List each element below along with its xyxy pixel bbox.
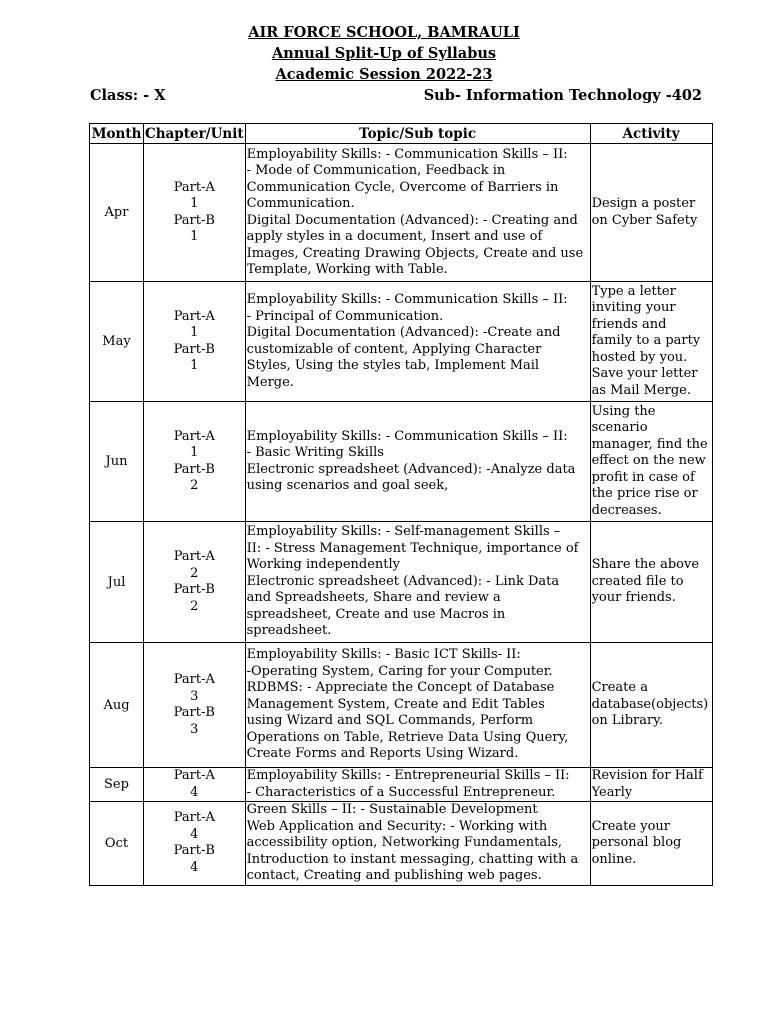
- chapter-line: 1: [190, 196, 199, 211]
- activity-line: Share the above: [591, 557, 700, 573]
- chapter-line: 4: [190, 784, 199, 800]
- chapter-line: 4: [190, 826, 199, 842]
- chapter-line: 1: [190, 229, 199, 244]
- topic-line: apply styles in a document, Insert and use of: [246, 229, 543, 244]
- column-header-month: Month: [90, 124, 144, 144]
- topic-line: Employability Skills: - Basic ICT Skills- II:: [246, 647, 521, 663]
- topic-line: - Characteristics of a Successful Entrepreneur.: [246, 784, 556, 800]
- topic-line: spreadsheet, Create and use Macros in: [246, 606, 506, 622]
- month-cell: Jun: [90, 402, 144, 522]
- topic-line: accessibility option, Networking Fundamentals,: [246, 835, 563, 850]
- chapter-line: Part-A: [173, 549, 215, 564]
- activity-cell: [590, 768, 712, 802]
- topic-line: Employability Skills: - Communication Skills – II:: [246, 146, 568, 162]
- chapter-line: Part-A: [173, 768, 215, 783]
- topic-line: Digital Documentation (Advanced): - Creating and: [246, 212, 578, 228]
- activity-line: on Library.: [591, 713, 663, 729]
- subject-label: Sub- Information Technology -402: [423, 87, 702, 104]
- topic-line: RDBMS: - Appreciate the Concept of Database: [246, 680, 555, 696]
- topic-line: using Wizard and SQL Commands, Perform: [246, 713, 534, 729]
- month-cell: Jul: [90, 522, 144, 643]
- topic-cell: [245, 144, 590, 282]
- document-header: [0, 22, 768, 107]
- table-row: [90, 768, 713, 802]
- topic-line: Operations on Table, Retrieve Data Using Query,: [246, 729, 569, 745]
- activity-cell: [590, 802, 712, 886]
- table-row: [90, 643, 713, 768]
- activity-line: scenario: [591, 420, 648, 436]
- activity-cell: [590, 643, 712, 768]
- topic-line: Introduction to instant messaging, chatting with a: [246, 851, 579, 867]
- topic-line: Template, Working with Table.: [246, 262, 448, 277]
- column-header-topic: Topic/Sub topic: [245, 124, 590, 144]
- chapter-cell: [144, 144, 246, 282]
- activity-line: Type a letter: [591, 283, 676, 299]
- activity-line: effect on the new: [591, 453, 706, 469]
- topic-line: Management System, Create and Edit Tables: [246, 696, 545, 712]
- chapter-line: 2: [190, 565, 199, 581]
- chapter-line: Part-A: [173, 810, 215, 826]
- topic-line: -Operating System, Caring for your Computer.: [246, 663, 553, 679]
- syllabus-table: [89, 123, 713, 886]
- activity-line: family to a party: [591, 333, 701, 349]
- topic-line: Employability Skills: - Self-management Skills –: [246, 524, 561, 540]
- document-title: Annual Split-Up of Syllabus: [271, 45, 497, 62]
- topic-line: Web Application and Security: - Working with: [246, 818, 548, 834]
- topic-line: contact, Creating and publishing web pages.: [246, 868, 542, 883]
- table-row: [90, 144, 713, 282]
- activity-cell: [590, 144, 712, 282]
- chapter-line: 3: [190, 688, 199, 704]
- activity-line: database(objects): [591, 696, 709, 712]
- chapter-cell: [144, 802, 246, 886]
- topic-line: Communication Cycle, Overcome of Barriers in: [246, 179, 559, 195]
- activity-line: online.: [591, 851, 637, 867]
- topic-line: II: - Stress Management Technique, importance of: [246, 540, 579, 556]
- chapter-line: Part-B: [173, 705, 215, 720]
- topic-line: Create Forms and Reports Using Wizard.: [246, 746, 519, 762]
- chapter-line: Part-A: [173, 179, 215, 195]
- chapter-line: 1: [190, 445, 199, 460]
- chapter-line: Part-B: [173, 843, 215, 859]
- topic-line: Green Skills – II: - Sustainable Development: [246, 802, 538, 817]
- activity-line: as Mail Merge.: [591, 382, 692, 398]
- activity-line: hosted by you.: [591, 349, 688, 365]
- table-row: [90, 282, 713, 402]
- topic-cell: [245, 282, 590, 402]
- topic-line: Merge.: [246, 374, 294, 390]
- table-body: [90, 144, 713, 886]
- month-cell: May: [90, 282, 144, 402]
- chapter-line: 1: [190, 358, 199, 373]
- table-row: [90, 522, 713, 643]
- topic-cell: [245, 522, 590, 643]
- topic-cell: [245, 768, 590, 802]
- topic-line: - Principal of Communication.: [246, 308, 444, 324]
- topic-line: Electronic spreadsheet (Advanced): - Link Data: [246, 573, 560, 589]
- topic-cell: [245, 402, 590, 522]
- topic-line: spreadsheet.: [246, 623, 332, 639]
- month-cell: Sep: [90, 768, 144, 802]
- chapter-line: 1: [190, 325, 199, 340]
- topic-line: - Basic Writing Skills: [246, 445, 384, 460]
- activity-line: Design a poster: [591, 196, 696, 211]
- activity-line: manager, find the: [591, 436, 708, 452]
- topic-line: - Mode of Communication, Feedback in: [246, 163, 506, 178]
- month-cell: Apr: [90, 144, 144, 282]
- activity-line: inviting your: [591, 300, 676, 316]
- activity-line: Create a: [591, 680, 648, 696]
- chapter-line: Part-A: [173, 308, 215, 324]
- activity-line: Revision for Half: [591, 768, 703, 783]
- chapter-cell: [144, 282, 246, 402]
- topic-line: customizable of content, Applying Character: [246, 341, 542, 357]
- chapter-line: 2: [190, 598, 199, 614]
- activity-line: created file to: [591, 573, 684, 589]
- activity-line: personal blog: [591, 835, 682, 850]
- activity-line: the price rise or: [591, 486, 698, 502]
- activity-line: friends and: [591, 316, 667, 332]
- topic-cell: [245, 802, 590, 886]
- class-subject-row: [0, 85, 768, 107]
- topic-line: Electronic spreadsheet (Advanced): -Analyze data: [246, 461, 576, 477]
- topic-line: Digital Documentation (Advanced): -Create and: [246, 325, 561, 340]
- chapter-line: 3: [190, 721, 199, 737]
- month-cell: Aug: [90, 643, 144, 768]
- month-cell: Oct: [90, 802, 144, 886]
- activity-cell: [590, 522, 712, 643]
- activity-line: decreases.: [591, 502, 662, 518]
- chapter-line: 4: [190, 859, 199, 875]
- chapter-line: Part-B: [173, 341, 215, 357]
- table-header-row: [90, 124, 713, 144]
- chapter-line: Part-B: [173, 212, 215, 228]
- chapter-cell: [144, 768, 246, 802]
- table-row: [90, 402, 713, 522]
- activity-line: Using the: [591, 403, 656, 419]
- chapter-cell: [144, 643, 246, 768]
- topic-line: Working independently: [246, 557, 401, 573]
- topic-line: Images, Creating Drawing Objects, Create and use: [246, 245, 584, 261]
- column-header-chapter: Chapter/Unit: [145, 125, 244, 142]
- topic-line: Employability Skills: - Entrepreneurial Skills – II:: [246, 768, 570, 783]
- column-header-activity: Activity: [590, 124, 712, 144]
- chapter-line: Part-B: [173, 461, 215, 477]
- chapter-cell: [144, 402, 246, 522]
- table-row: [90, 802, 713, 886]
- chapter-line: Part-A: [173, 428, 215, 444]
- activity-cell: [590, 282, 712, 402]
- topic-line: Employability Skills: - Communication Skills – II:: [246, 428, 568, 444]
- topic-line: Employability Skills: - Communication Skills – II:: [246, 292, 568, 307]
- topic-line: using scenarios and goal seek,: [246, 478, 449, 493]
- activity-cell: [590, 402, 712, 522]
- activity-line: on Cyber Safety: [591, 212, 698, 228]
- topic-line: Styles, Using the styles tab, Implement Mail: [246, 358, 540, 373]
- activity-line: Create your: [591, 818, 670, 834]
- chapter-line: 2: [190, 478, 199, 493]
- class-label: Class: - X: [90, 87, 166, 104]
- chapter-cell: [144, 522, 246, 643]
- activity-line: Yearly: [591, 784, 633, 800]
- academic-session: Academic Session 2022-23: [275, 66, 493, 83]
- topic-cell: [245, 643, 590, 768]
- activity-line: your friends.: [591, 590, 676, 606]
- chapter-line: Part-B: [173, 582, 215, 597]
- school-name: AIR FORCE SCHOOL, BAMRAULI: [248, 24, 520, 41]
- activity-line: Save your letter: [591, 366, 698, 382]
- topic-line: and Spreadsheets, Share and review a: [246, 590, 501, 606]
- topic-line: Communication.: [246, 196, 355, 211]
- activity-line: profit in case of: [591, 469, 695, 485]
- chapter-line: Part-A: [173, 672, 215, 687]
